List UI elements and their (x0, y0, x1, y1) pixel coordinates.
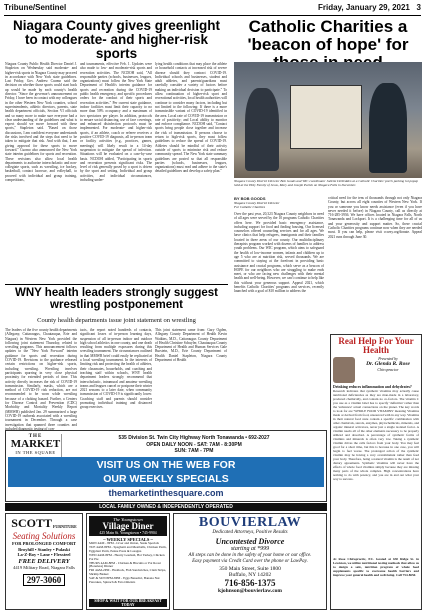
scott-furniture-ad (5, 513, 83, 610)
wrestling-subhead: County health departments issue joint statement on wrestling (37, 317, 196, 324)
scott-name-2: FURNITURE (52, 524, 77, 529)
market-url[interactable]: themarketinthesquare.com (108, 488, 224, 498)
diner-specials-title: ~ WEEKLY SPECIALS ~ (103, 537, 153, 542)
diner-special-mon: MON 4AM - 8PM - Liver and Onion, Steak Specials (89, 541, 159, 545)
diner-special-fri: FRI 4AM-2PM - Haddock, Fish Sandwiches, Clam Strips, Shrimp Basket (89, 568, 167, 577)
doctor-photo (333, 357, 355, 383)
bouvier-name: BOUVIERLAW (198, 515, 302, 530)
sports-col-3: lying health conditions that may place the athlete or household contacts at increased risk of severe disease should they contract COVID-19. Individual schools and businesses, student and adult athletes, and parents/guardians must carefully consider a variety of factors before making an individual decision to participate." To allow continuation of higher-risk sport and recreational activities, local health authorities will continue to consider many factors, including but not limited to the following: If there is a more transmissible variant of COVID-19 identified in the area. Local rate of COVID-19 transmission or rate of positivity; and Local ability to monitor and enforce compliance. NCDOH said, "Contact sports bring people close together and increase the risk of transmission. If persons choose to return to high-risk sports, they must follow guidelines to reduce the spread of COVID-19. Athletes should be mindful of their activity outside of sports to minimize risk and reduce community spread. The New York state summary guidelines are posted so that all responsible parties (schools, businesses, leagues, organizations) must read and adhere to the state's detailed guidelines and develop a safety plan." (155, 62, 227, 174)
charities-caption: Niagara County District Director Bob Goods and WIC coordinator Juliette DeNedden at a Catholic Charities' porch parking lot popup held at the Holy Family of Jesus, Mary and Joseph Parish on Niagara Falls in December. (234, 179, 418, 187)
scott-line-2: Broyhill • Stanley • Pulaski (18, 547, 70, 552)
byline-org: For Catholic Charities (234, 205, 266, 209)
bouvier-city: Buffalo, NY 14202 (228, 572, 272, 578)
scott-address: 4419 Military Road, Niagara Falls (13, 565, 75, 570)
market-address: 535 Division St. Twin City Highway North Tonawanda • 692-2027 (118, 435, 270, 441)
market-details (68, 435, 320, 454)
market-logo-square: IN THE SQUARE (15, 450, 56, 455)
issue-date: Friday, January 29, 2021 (317, 3, 410, 12)
scott-free-delivery: FREE DELIVERY (18, 558, 70, 565)
scott-phone[interactable]: 297-3060 (23, 574, 66, 586)
diner-name: Village Diner (102, 521, 154, 531)
bouvier-subtitle: Uncontested Divorce (215, 537, 285, 546)
headline-wrestling: WNY health leaders strongly suggest wrestling postponement (14, 287, 218, 312)
diner-special-tue: TUE 4AM-8PM - Spaghetti and Meatballs, Chicken Parm, Eggplant Parm, Penne Pasta & Lasagna (89, 544, 167, 553)
sports-col-1: Niagara County Public Health Director Daniel J. Stapleton on Wednesday said moderate- and higher-risk sports in Niagara County may proceed in accordance with New York state guidelines. Last Friday, Gov. Andrew Cuomo said the decision on whether those sports could start back up would be made by each county's health director. "Since the governor's announcement on Friday, I have been in contact with my colleagues in the other Western New York counties, school superintendents, athletic directors, parents, state health department officials, Section VI officials and so many more to make sure everyone had a clear understanding of the guidelines and what is expect should we move forward with these sports," Stapleton said. "Based on those discussions, I am confident everyone understands the risks involved and the steps that need to be taken to mitigate that risk. And with that, I am giving approval for these sports to move forward." Cuomo also announced the New York state interim guidelines for sports and recreation. These revisions also allow local health departments to authorize interscholastic and non-collegiate sports, such as wrestling, ice hockey, basketball, contact lacrosse, and volleyball, to proceed with individual and group training, competitions, (5, 62, 77, 183)
diner-footer: SHOP & WAIT FOR OUR BREAKFAST TODAY (89, 599, 167, 607)
scott-logo (8, 516, 80, 531)
diner-top: The Youngstown (113, 517, 143, 522)
headline-sports: Niagara County gives greenlight to moderate- and higher-risk sports (12, 18, 221, 62)
bouvier-tagline: Dedicated Attorneys, Positive Results (212, 530, 288, 535)
diner-header (89, 516, 167, 536)
bouvier-price: starting at *999 (230, 546, 270, 552)
charities-photo (234, 62, 422, 178)
wrestling-col-3: This joint statement came from: Gary Ogden, Allegany County Department of Health Kevin Watkins, M.D., Cattaraugus County Department of Health Christine Schuyler, Chautauqua County Department of Health and Human Services Gale Burstein, M.D., Erie County Department of Health Daniel Stapleton, Niagara County Department of Health (155, 328, 227, 363)
wrestling-col-2: tacts, the report noted hundreds of contacts, significant losses of in-person learning days, suspension of all in-person indoor and outdoor high school athletics in one county, and one death resulting from multiple exposures during this wrestling tournament. The circumstances outlined in that MMWR brief could easily be replicated at a local wrestling tournament. In the interests of limiting risk and protecting the health of athletes, their classmates, households, and coaching and teaching staff within schools, WNY health department leaders strongly recommend that interscholastic, intramural and amateur wrestling teams and leagues cancel or postpone their winter 2021 seasons to a later date, when community transmission of COVID-19 is significantly lower. Coaching staff and parents should consider promoting individual training and distanced group exercises. (80, 328, 152, 410)
real-help-clinic: At Rose Chiropractic, P.C. located at 630 Ridge St. in Lewiston, we utilize nutritional testing methods that allow us to design a safe, nutrition program of whole food supplements specific to overcome health barriers and improve your general health and well-being. Call 754-8650. (333, 557, 419, 577)
market-banner-line-1: VISIT US ON THE WEB FOR (96, 459, 236, 471)
diner-special-sat: SAT & SUN 8PM-8PM - Eggs Benedict, Banana Nut Pancakes, Spinach & Feta Omelets (89, 576, 160, 585)
village-diner-ad (86, 513, 170, 610)
doctor-info (357, 357, 419, 383)
market-banner (8, 457, 324, 487)
doctor-role: Chiropractor (377, 367, 399, 372)
bouvier-law-ad (173, 513, 327, 610)
masthead (4, 3, 421, 15)
article-sports (5, 18, 228, 62)
market-sunday: SUN: 7AM - 7PM (174, 448, 214, 454)
byline-title: Niagara County District Director (234, 201, 280, 205)
scott-tagline: Seating Solutions (12, 531, 76, 541)
diner-address: 425 Main St. Youngstown • 745-9904 (99, 531, 157, 535)
byline-name: BY BOB GOODS (234, 196, 266, 201)
market-logo-market: MARKET (10, 438, 61, 450)
real-help-ad (330, 334, 422, 610)
paper-name: Tribune/Sentinel (4, 3, 67, 12)
wrestling-rule (5, 284, 228, 285)
diner-special-wed: WED 4AM-8PM - Hearty Goulash, Hot Turkey, Chicken Pot Pie (89, 552, 165, 561)
masthead-rule (4, 15, 421, 16)
headline-charities: Catholic Charities a 'beacon of hope' for (247, 17, 409, 54)
presented-by: Presented by (378, 357, 398, 361)
bouvier-para-1: All steps can be done in the safety of your home or our office. (188, 553, 312, 558)
charities-col-2: critical need for the tens of thousands through not only Niagara County, but across all eight counties of Western New York. If you or someone you know needs assistance (even if you have never needed it before) in Niagara County, call us directly at 716-285-3936. We have offices located in Niagara Falls, North Tonawanda and Lockport. It is a challenging time for all of us and your generosity and support matter. So, these crucial Catholic Charities programs continue now when they are needed most. If you can help, please visit ccwny.org/donate. Appeal 2021 runs through June 30. (328, 196, 422, 239)
article-wrestling (5, 287, 228, 315)
market-ad (5, 430, 327, 502)
real-help-text: Research indicates that synthetic vitamins may actually cause nutritional deficiencies as they are man-made in a laboratory, produced chemically, and contain no co-factors. The vitamin C you use as a vitamin label has to specify 'definitive' rather than the 'substance' actual connections on the planet. The key words to look for are 'WHOLE FOOD VITAMINS' meaning Vitamins made or derived from food, unsourced with in any way. Vitamins in their natural food state contain a specific combination with other chemicals, sterols, enzymes, phytochemicals, minerals, and organic mineral activators, never just a single isolated factor. A vitamin needs all of the other elements necessary to be properly utilized and absorbed. A percentage of synthetic forms of vitamins and minerals is often very low. Taking a synthetic vitamin drives the cells factors from your body. You may feel good for a short time, but this is because in one case, you will begin to feel worse. The prolonged action of the synthetic vitamin may be having a very overstimulant rather than feed your body. Therefore, being a natural vitamin is the result of not dietary agreements. Synthetic vitamins will never have the effects of whole food vitamins simply because they are missing many parts of the whole complex. High concentrations have nothing to do with potency, and you are in and out what your way to success. (333, 389, 419, 481)
page-number: 3 (416, 3, 421, 12)
bouvier-email[interactable]: kjohnson@bouvierlaw.com (218, 588, 282, 594)
scott-name: SCOTT (11, 516, 52, 530)
real-help-header (333, 357, 419, 383)
sports-col-2: and tournaments, effective Feb. 1. Updates were also made to low- and moderate-risk sports and recreation activities. The NCDOH said, "All responsible parties (schools, businesses, leagues, organizations) must follow the New York State Department of Health's interim guidance for sports and recreation during the COVID-19 public health emergency, and specific procedures orders for the conduct of their sports and recreation activities." Per current state guidance, indoor facilities must limit their capacity to no more than 50% occupancy and a maximum of two spectators per player. In addition, protocols to ensure social distancing, use of face coverings, and enhanced disinfection protocols must be implemented. For moderate- and higher-risk sports, if an athlete, coach or referee receives a positive COVID-19 diagnosis, all in-person team or facility activities (e.g., practices, games, meetings) will likely result in a 14-day suspension to mitigate the spread of infection. Situations will be evaluated on a case-by-case basis. NCDOH added, "Participating in sports and recreation presents significant risks. The level of risk generally posed by a sport is driven by the sport and setting. Individual and group activities, and individual circumstances, including under- (80, 62, 152, 183)
charities-byline (234, 196, 324, 212)
wrestling-col-1: The leaders of the five county health departments (Allegany, Cattaraugus, Chautauqua, Erie and Niagara) in Western New York provided the following joint statement Thursday, related to wrestling programs. This announcement follows updates to the "New York Forward" interim guidance for sports and recreation during COVID-19. Revisions to the guidance released certain restrictions on higher-risk sports, including wrestling. Wrestling involves participants sparring in very close physical proximity for extended periods of time. This activity directly increases the risk of COVID-19 transmission. Similarly, masks, which are a method of COVID-19 risk reduction, are not recommended to be worn while wrestling because of a choking hazard. Further, a Centers for Disease Control and Prevention (CDC) Morbidity and Mortality Weekly Report (MMWR) published Jan. 29 summarized a large COVID-19 outbreak associated with a wrestling tournament in December. Through a case investigation that spanned three counties and included diagnostic testing of con- (5, 328, 77, 431)
real-help-title: Real Help For Your Health (338, 336, 414, 355)
scott-line-3: La-Z-Boy • Lane • Flexsteel (17, 552, 71, 557)
bouvier-para-2: Easy payment via Credit Card over the phone or LawPay. (192, 559, 308, 564)
real-help-subhead: Drinking reduces inflammation and dehydrates? (333, 385, 412, 389)
scott-line-1: FOR PROLONGED COMFORT (11, 541, 77, 546)
local-owned-bar: LOCAL FAMILY OWNED & INDEPENDENTLY OPERATED (5, 503, 327, 511)
masthead-right (318, 3, 421, 12)
diner-specials (89, 542, 167, 585)
market-logo-the: THE (28, 434, 43, 439)
article-charities (234, 18, 422, 62)
diner-special-thu: THURS 4AM-8PM - Chicken & Biscuits or Pot Roast (Boneless) Dinner (89, 560, 161, 569)
market-banner-line-2: OUR WEEKLY SPECIALS (103, 473, 229, 485)
doctor-name: Dr. Glenda R. Rose (366, 361, 410, 367)
bouvier-phone[interactable]: 716-856-1375 (224, 578, 276, 588)
bouvier-address: 350 Main Street, Suite 1800 (219, 566, 281, 572)
charities-col-1: Over the past year, 20,323 Niagara County neighbors in need of all ages were served by the 10 programs Catholic Charities offers here. We provided basic emergency assistance, including support for food and finding housing. Our licensed counselors offered counseling services and for all ages. We have clinics that help refugees, immigrants and their families located in three areas of our county. Our multidisciplinary therapists program worked with dozens of families to address youth problems. Our WIC program, which aims to safeguard the health of low-income women, infants and children up to age 5 who are at nutrition risk, served thousands. We are committed to staying at the forefront in providing basic assistance and crucial programs, which serve as a beacon of HOPE for our neighbors who are struggling to make ends meet, or who are facing new challenges with their mental health and well-being. However, we can't continue to help like this without your generous support. Appeal 2021, which benefits Catholic Charities' programs and services, recently launched with a goal of $10 million to address the (234, 212, 324, 294)
market-hours: OPEN DAILY NOON - SAT: 7AM - 8:30PM (146, 442, 242, 448)
